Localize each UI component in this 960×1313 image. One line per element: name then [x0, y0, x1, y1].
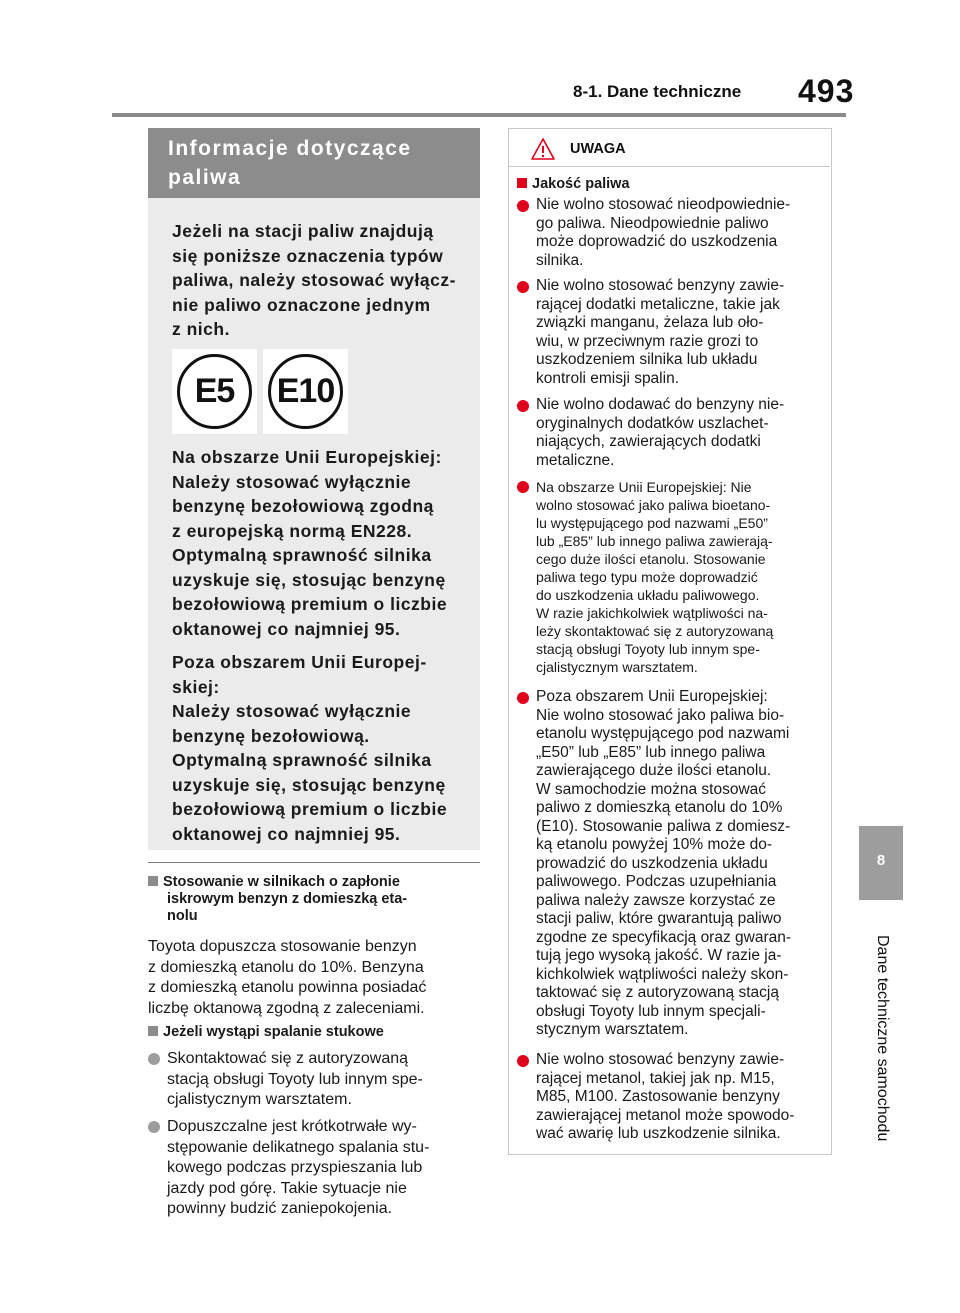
bullet-dot-icon — [517, 200, 529, 212]
text-line: kowego podczas przyspieszania lub — [167, 1159, 423, 1176]
ethanol-section-heading — [148, 874, 478, 925]
text-line: Poza obszarem Unii Europej- — [172, 652, 427, 672]
text-line: się poniższe oznaczenia typów — [172, 245, 444, 266]
text-line: jazdy pod górę. Takie sytuacje nie — [167, 1179, 407, 1197]
text-line: z nich. — [172, 319, 230, 339]
fuel-label-e10 — [263, 349, 348, 434]
bullet-dot-icon — [148, 1053, 160, 1065]
info-box-title-line: paliwa — [168, 166, 242, 189]
knocking-bullet — [148, 1117, 478, 1220]
text-line: nie paliwo oznaczone jednym — [172, 294, 431, 315]
text-line: stępowanie delikatnego spalania stu- — [167, 1138, 430, 1156]
chapter-number: 8 — [876, 852, 886, 869]
text-line: kontroli emisji spalin. — [536, 369, 679, 387]
text-line: stacji paliw, które gwarantują paliwo — [536, 910, 782, 927]
warning-bullet — [517, 1051, 827, 1146]
fuel-quality-heading — [517, 176, 827, 193]
text-line: Należy stosować wyłącznie — [172, 471, 412, 492]
text-line: ką etanolu powyżej 10% może do- — [536, 836, 773, 853]
chapter-label-text: Dane techniczne samochodu — [874, 935, 891, 1142]
warning-triangle-icon — [530, 137, 556, 161]
text-line: powinny budzić zaniepokojenia. — [167, 1200, 393, 1217]
text-line: oryginalnych dodatków uszlachet- — [536, 414, 769, 432]
text-line: Poza obszarem Unii Europejskiej: — [536, 688, 768, 705]
text-line: „E50” lub „E85” lub innego paliwa — [536, 743, 766, 761]
text-line: lu występującego pod nazwami „E50” — [536, 515, 768, 531]
text-line: z domieszką etanolu do 10%. Benzyna — [148, 958, 424, 976]
heading-line: Jeżeli wystąpi spalanie stukowe — [163, 1024, 384, 1040]
text-line: związki manganu, żelaza lub oło- — [536, 314, 764, 331]
text-line: paliwa tego typu może doprowadzić — [536, 569, 758, 585]
ethanol-section-body — [148, 937, 478, 1019]
text-line: Nie wolno dodawać do benzyny nie- — [536, 396, 785, 413]
heading-line: iskrowym benzyn z domieszką eta- — [167, 891, 408, 907]
bullet-dot-icon — [517, 481, 529, 493]
bullet-dot-icon — [517, 692, 529, 704]
text-line: zawierającej metanol może spowodo- — [536, 1106, 795, 1124]
text-line: stycznym warsztatem. — [536, 1021, 689, 1038]
heading-line: Jakość paliwa — [532, 176, 630, 192]
bullet-dot-icon — [517, 281, 529, 293]
chapter-label — [862, 935, 902, 1165]
bullet-dot-icon — [517, 1055, 529, 1067]
text-line: paliwowego. Podczas uzupełniania — [536, 873, 777, 890]
text-line: oktanowej co najmniej 95. — [172, 618, 401, 639]
text-line: z europejską normą EN228. — [172, 520, 413, 541]
knocking-bullet — [148, 1049, 478, 1111]
text-line: stacją obsługi Toyoty lub innym spe- — [536, 641, 760, 657]
text-line: tują jego wysoką jakość. W razie ja- — [536, 947, 782, 964]
intro-paragraph — [172, 219, 472, 342]
text-line: go paliwa. Nieodpowiednie paliwo — [536, 214, 769, 232]
text-line: uzyskuje się, stosując benzynę — [172, 569, 446, 590]
text-line: prowadzić do uszkodzenia układu — [536, 854, 768, 872]
text-line: Jeżeli na stacji paliw znajdują — [172, 221, 434, 241]
text-line: cjalistycznym warsztatem. — [536, 659, 698, 675]
text-line: paliwo z domieszką etanolu do 10% — [536, 799, 783, 816]
square-bullet-icon — [148, 876, 158, 886]
bullet-dot-icon — [148, 1121, 160, 1133]
heading-line: Stosowanie w silnikach o zapłonie — [163, 874, 400, 890]
bullet-dot-icon — [517, 400, 529, 412]
fuel-label-e5-text: E5 — [177, 354, 252, 429]
warning-bullet — [517, 396, 827, 472]
text-line: może doprowadzić do uszkodzenia — [536, 233, 778, 250]
text-line: Toyota dopuszcza stosowanie benzyn — [148, 938, 417, 955]
text-line: Na obszarze Unii Europejskiej: Nie — [536, 479, 752, 495]
text-line: Optymalną sprawność silnika — [172, 545, 432, 565]
text-line: benzynę bezołowiową zgodną — [172, 496, 434, 516]
non-eu-paragraph — [172, 650, 472, 846]
text-line: cjalistycznym warsztatem. — [167, 1091, 352, 1108]
text-line: W razie jakichkolwiek wątpliwości na- — [536, 605, 768, 621]
text-line: niających, zawierających dodatki — [536, 433, 761, 450]
text-line: wać awarię lub uszkodzenie silnika. — [536, 1125, 781, 1142]
text-line: do uszkodzenia układu paliwowego. — [536, 587, 760, 603]
warning-bullet — [517, 196, 827, 272]
text-line: obsługi Toyoty lub innym specjali- — [536, 1002, 766, 1020]
fuel-label-e10-text: E10 — [268, 354, 343, 429]
text-line: z domieszką etanolu powinna posiadać — [148, 979, 427, 996]
warning-bullet — [517, 478, 827, 678]
text-line: cego duże ilości etanolu. Stosowanie — [536, 551, 766, 567]
text-line: rającej metanol, takiej jak np. M15, — [536, 1069, 775, 1087]
text-line: oktanowej co najmniej 95. — [172, 823, 401, 844]
text-line: Nie wolno stosować nieodpowiednie- — [536, 196, 791, 213]
info-box-title — [168, 134, 468, 192]
text-line: lub „E85” lub innego paliwa zawierają- — [536, 533, 773, 549]
knocking-section-heading — [148, 1024, 478, 1041]
text-line: Nie wolno stosować benzyny zawie- — [536, 277, 785, 294]
warning-bullet — [517, 277, 827, 390]
warning-bullet — [517, 688, 827, 1040]
text-line: paliwa, należy stosować wyłącz- — [172, 270, 456, 290]
text-line: stacją obsługi Toyoty lub innym spe- — [167, 1070, 423, 1088]
text-line: metaliczne. — [536, 451, 615, 469]
warning-title: UWAGA — [570, 141, 626, 157]
text-line: uszkodzeniem silnika lub układu — [536, 351, 758, 368]
text-line: benzynę bezołowiową. — [172, 725, 370, 746]
text-line: Należy stosować wyłącznie — [172, 701, 412, 721]
text-line: (E10). Stosowanie paliwa z domiesz- — [536, 817, 791, 835]
text-line: M85, M100. Zastosowanie benzyny — [536, 1088, 780, 1105]
text-line: Nie wolno stosować jako paliwa bio- — [536, 706, 785, 724]
page-number: 493 — [798, 73, 855, 109]
text-line: Skontaktować się z autoryzowaną — [167, 1050, 409, 1067]
fuel-label-e5 — [172, 349, 257, 434]
text-line: Na obszarze Unii Europejskiej: — [172, 447, 442, 467]
eu-paragraph — [172, 445, 472, 641]
text-line: Dopuszczalne jest krótkotrwałe wy- — [167, 1118, 417, 1135]
text-line: paliwa należy zawsze korzystać ze — [536, 891, 776, 909]
square-bullet-icon — [517, 178, 527, 188]
text-line: wiu, w przeciwnym razie grozi to — [536, 332, 759, 350]
header-divider — [112, 113, 846, 117]
text-line: zgodne ze specyfikacją oraz gwaran- — [536, 928, 792, 946]
text-line: liczbę oktanową zgodną z zaleceniami. — [148, 999, 425, 1017]
text-line: zawierającego duże ilości etanolu. — [536, 762, 772, 779]
text-line: bezołowiową premium o liczbie — [172, 799, 448, 819]
text-line: wolno stosować jako paliwa bioetano- — [536, 497, 771, 513]
text-line: Nie wolno stosować benzyny zawie- — [536, 1051, 785, 1068]
text-line: Optymalną sprawność silnika — [172, 750, 432, 770]
section-divider — [148, 862, 480, 863]
warning-header-divider — [508, 166, 830, 167]
text-line: W samochodzie można stosować — [536, 780, 767, 798]
info-box-title-line: Informacje dotyczące — [168, 137, 412, 160]
square-bullet-icon — [148, 1026, 158, 1036]
text-line: kichkolwiek wątpliwości należy skon- — [536, 965, 789, 983]
section-title: 8-1. Dane techniczne — [573, 82, 742, 101]
text-line: rającej dodatki metaliczne, takie jak — [536, 295, 780, 313]
text-line: etanolu występującego pod nazwami — [536, 725, 790, 742]
text-line: taktować się z autoryzowaną stacją — [536, 984, 779, 1001]
text-line: leży skontaktować się z autoryzowaną — [536, 623, 774, 639]
text-line: silnika. — [536, 251, 584, 269]
text-line: bezołowiową premium o liczbie — [172, 594, 448, 614]
heading-line: nolu — [167, 908, 198, 924]
text-line: skiej: — [172, 676, 220, 697]
text-line: uzyskuje się, stosując benzynę — [172, 774, 446, 795]
